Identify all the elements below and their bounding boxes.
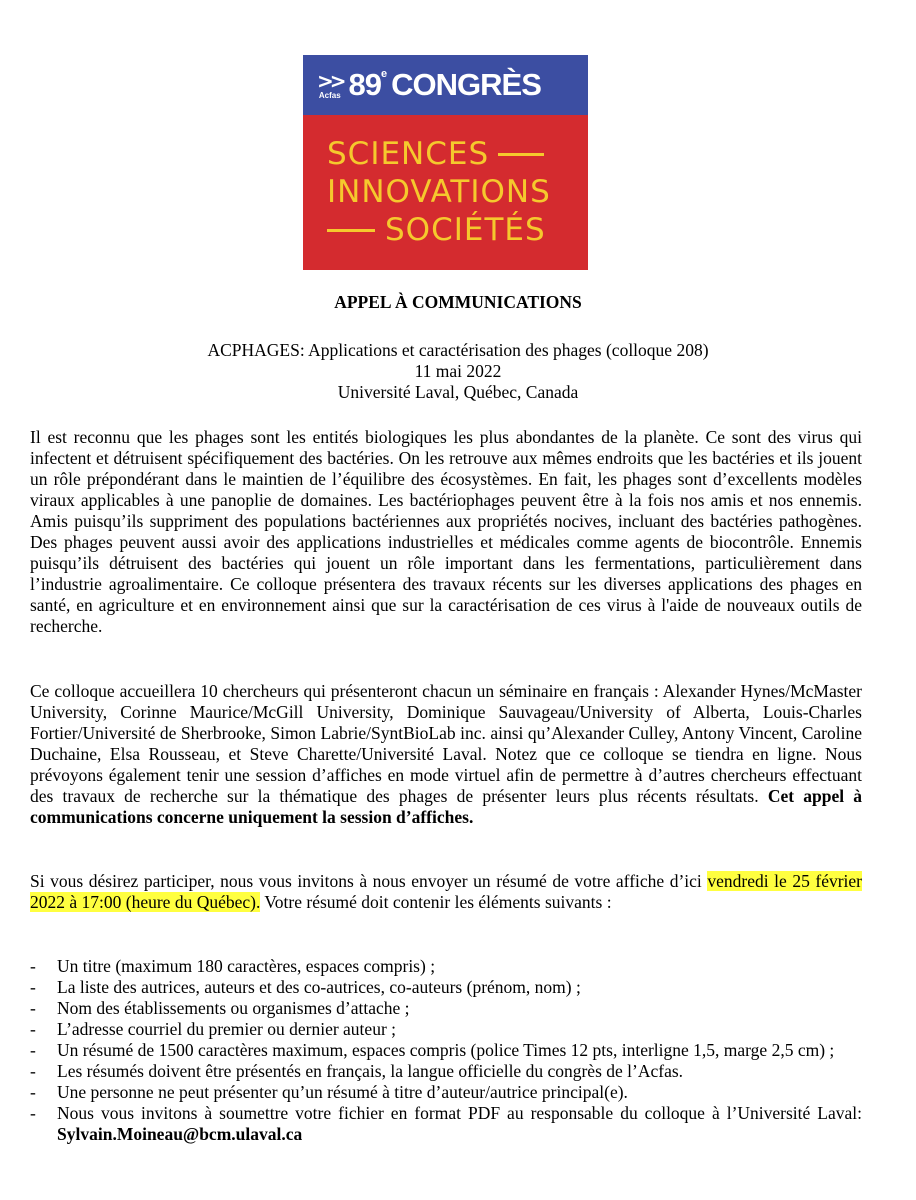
acfas-mark — [317, 68, 343, 100]
bullet: - — [30, 1103, 36, 1123]
bullet: - — [30, 956, 36, 976]
list-item-text: L’adresse courriel du premier ou dernier auteur ; — [57, 1019, 397, 1039]
list-item-text: Nous vous invitons à soumettre votre fichier en format PDF au responsable du colloque à l’Université Laval: — [57, 1103, 862, 1123]
list-item — [30, 1103, 862, 1145]
page-title: APPEL À COMMUNICATIONS — [334, 292, 582, 312]
logo-dash — [498, 153, 544, 156]
colloque-place: Université Laval, Québec, Canada — [337, 382, 579, 402]
list-item — [30, 1082, 862, 1103]
submission-requirements-intro: Votre résumé doit contenir les éléments suivants : — [264, 892, 612, 912]
congres-word: CONGRÈS — [391, 67, 541, 102]
list-item-text: Un titre (maximum 180 caractères, espaces compris) ; — [57, 956, 436, 976]
colloque-name: ACPHAGES: Applications et caractérisation des phages (colloque 208) — [207, 340, 709, 360]
colloque-info — [0, 340, 916, 403]
list-item — [30, 1061, 862, 1082]
bullet: - — [30, 1082, 36, 1102]
list-item-text: Nom des établissements ou organismes d’attache ; — [57, 998, 410, 1018]
speakers-notice: Cet appel à communications concerne uniquement la session d’affiches. — [30, 786, 863, 827]
logo-word-sciences: SCIENCES — [327, 136, 490, 172]
bullet: - — [30, 1061, 36, 1081]
bullet: - — [30, 1019, 36, 1039]
list-item — [30, 998, 862, 1019]
submission-deadline: vendredi le 25 février 2022 à 17:00 (heure du Québec). — [30, 871, 863, 912]
submission-intro: Si vous désirez participer, nous vous invitons à nous envoyer un résumé de votre affiche d’ici — [30, 871, 702, 891]
list-item — [30, 1019, 862, 1040]
speakers-text: Ce colloque accueillera 10 chercheurs qui présenteront chacun un séminaire en français : Alexander Hynes/McMaster University, Corinne Maurice/McGill University, Dominique Sauvageau/University of Alberta, Louis-Charles Fortier/Université de Sherbrooke, Simon Labrie/SyntBioLab inc. ainsi qu’Alexander Culley, Antony Vincent, Caroline Duchaine, Elsa Rousseau, et Steve Charette/Université Laval. Notez que ce colloque se tiendra en ligne. Nous prévoyons également tenir une session d’affiches en mode virtuel afin de permettre à d’autres chercheurs effectuant des travaux de recherche sur la thématique des phages de présenter leurs plus récents résultats. — [30, 681, 862, 806]
logo-word-innovations: INNOVATIONS — [327, 174, 551, 210]
congres-number: 89 — [348, 67, 381, 102]
logo-line-societes — [303, 211, 588, 249]
logo-line-sciences — [303, 135, 588, 173]
bullet: - — [30, 1040, 36, 1060]
logo-dash — [327, 229, 375, 232]
logo-word-societes: SOCIÉTÉS — [385, 212, 546, 248]
logo-banner-bottom — [303, 115, 588, 270]
acfas-wordmark: Acfas — [318, 90, 341, 100]
logo-banner-top — [303, 55, 588, 115]
acfas-chevron-icon: >> — [317, 68, 343, 93]
list-item — [30, 977, 862, 998]
colloque-date: 11 mai 2022 — [414, 361, 502, 381]
list-item-text: Un résumé de 1500 caractères maximum, espaces compris (police Times 12 pts, interligne 1,5, marge 2,5 cm) ; — [57, 1040, 835, 1060]
list-item — [30, 1040, 862, 1061]
intro-paragraph: Il est reconnu que les phages sont les entités biologiques les plus abondantes de la planète. Ce sont des virus qui infectent et détruisent spécifiquement des bactéries. On les retrouve aux mêmes endroits que les bactéries et ils jouent un rôle prépondérant dans le maintien de l’équilibre des écosystèmes. En fait, les phages sont d’excellents modèles viraux applicables à une panoplie de domaines. Les bactériophages peuvent être à la fois nos amis et nos ennemis. Amis puisqu’ils suppriment des populations bactériennes aux propriétés nocives, incluant des bactéries pathogènes. Des phages peuvent aussi avoir des applications industrielles et médicales comme agents de biocontrôle. Ennemis puisqu’ils détruisent des bactéries qui jouent un rôle important dans les fermentations, particulièrement dans l’industrie agroalimentaire. Ce colloque présentera des travaux récents sur les diverses applications des phages en santé, en agriculture et en environnement ainsi que sur la caractérisation de ces virus à l'aide de nouveaux outils de recherche. — [30, 427, 862, 636]
contact-email[interactable]: Sylvain.Moineau@bcm.ulaval.ca — [57, 1124, 303, 1144]
requirements-list — [30, 956, 862, 1145]
bullet: - — [30, 998, 36, 1018]
speakers-paragraph — [30, 681, 862, 828]
list-item-text: Les résumés doivent être présentés en français, la langue officielle du congrès de l’Acfas. — [57, 1061, 684, 1081]
logo-line-innovations — [303, 173, 588, 211]
list-item-text: Une personne ne peut présenter qu’un résumé à titre d’auteur/autrice principal(e). — [57, 1082, 628, 1102]
bullet: - — [30, 977, 36, 997]
list-item — [30, 956, 862, 977]
list-item-text: La liste des autrices, auteurs et des co-autrices, co-auteurs (prénom, nom) ; — [57, 977, 581, 997]
submission-paragraph — [30, 871, 862, 913]
congres-number-suffix: e — [381, 68, 388, 80]
congres-logo — [303, 55, 588, 270]
